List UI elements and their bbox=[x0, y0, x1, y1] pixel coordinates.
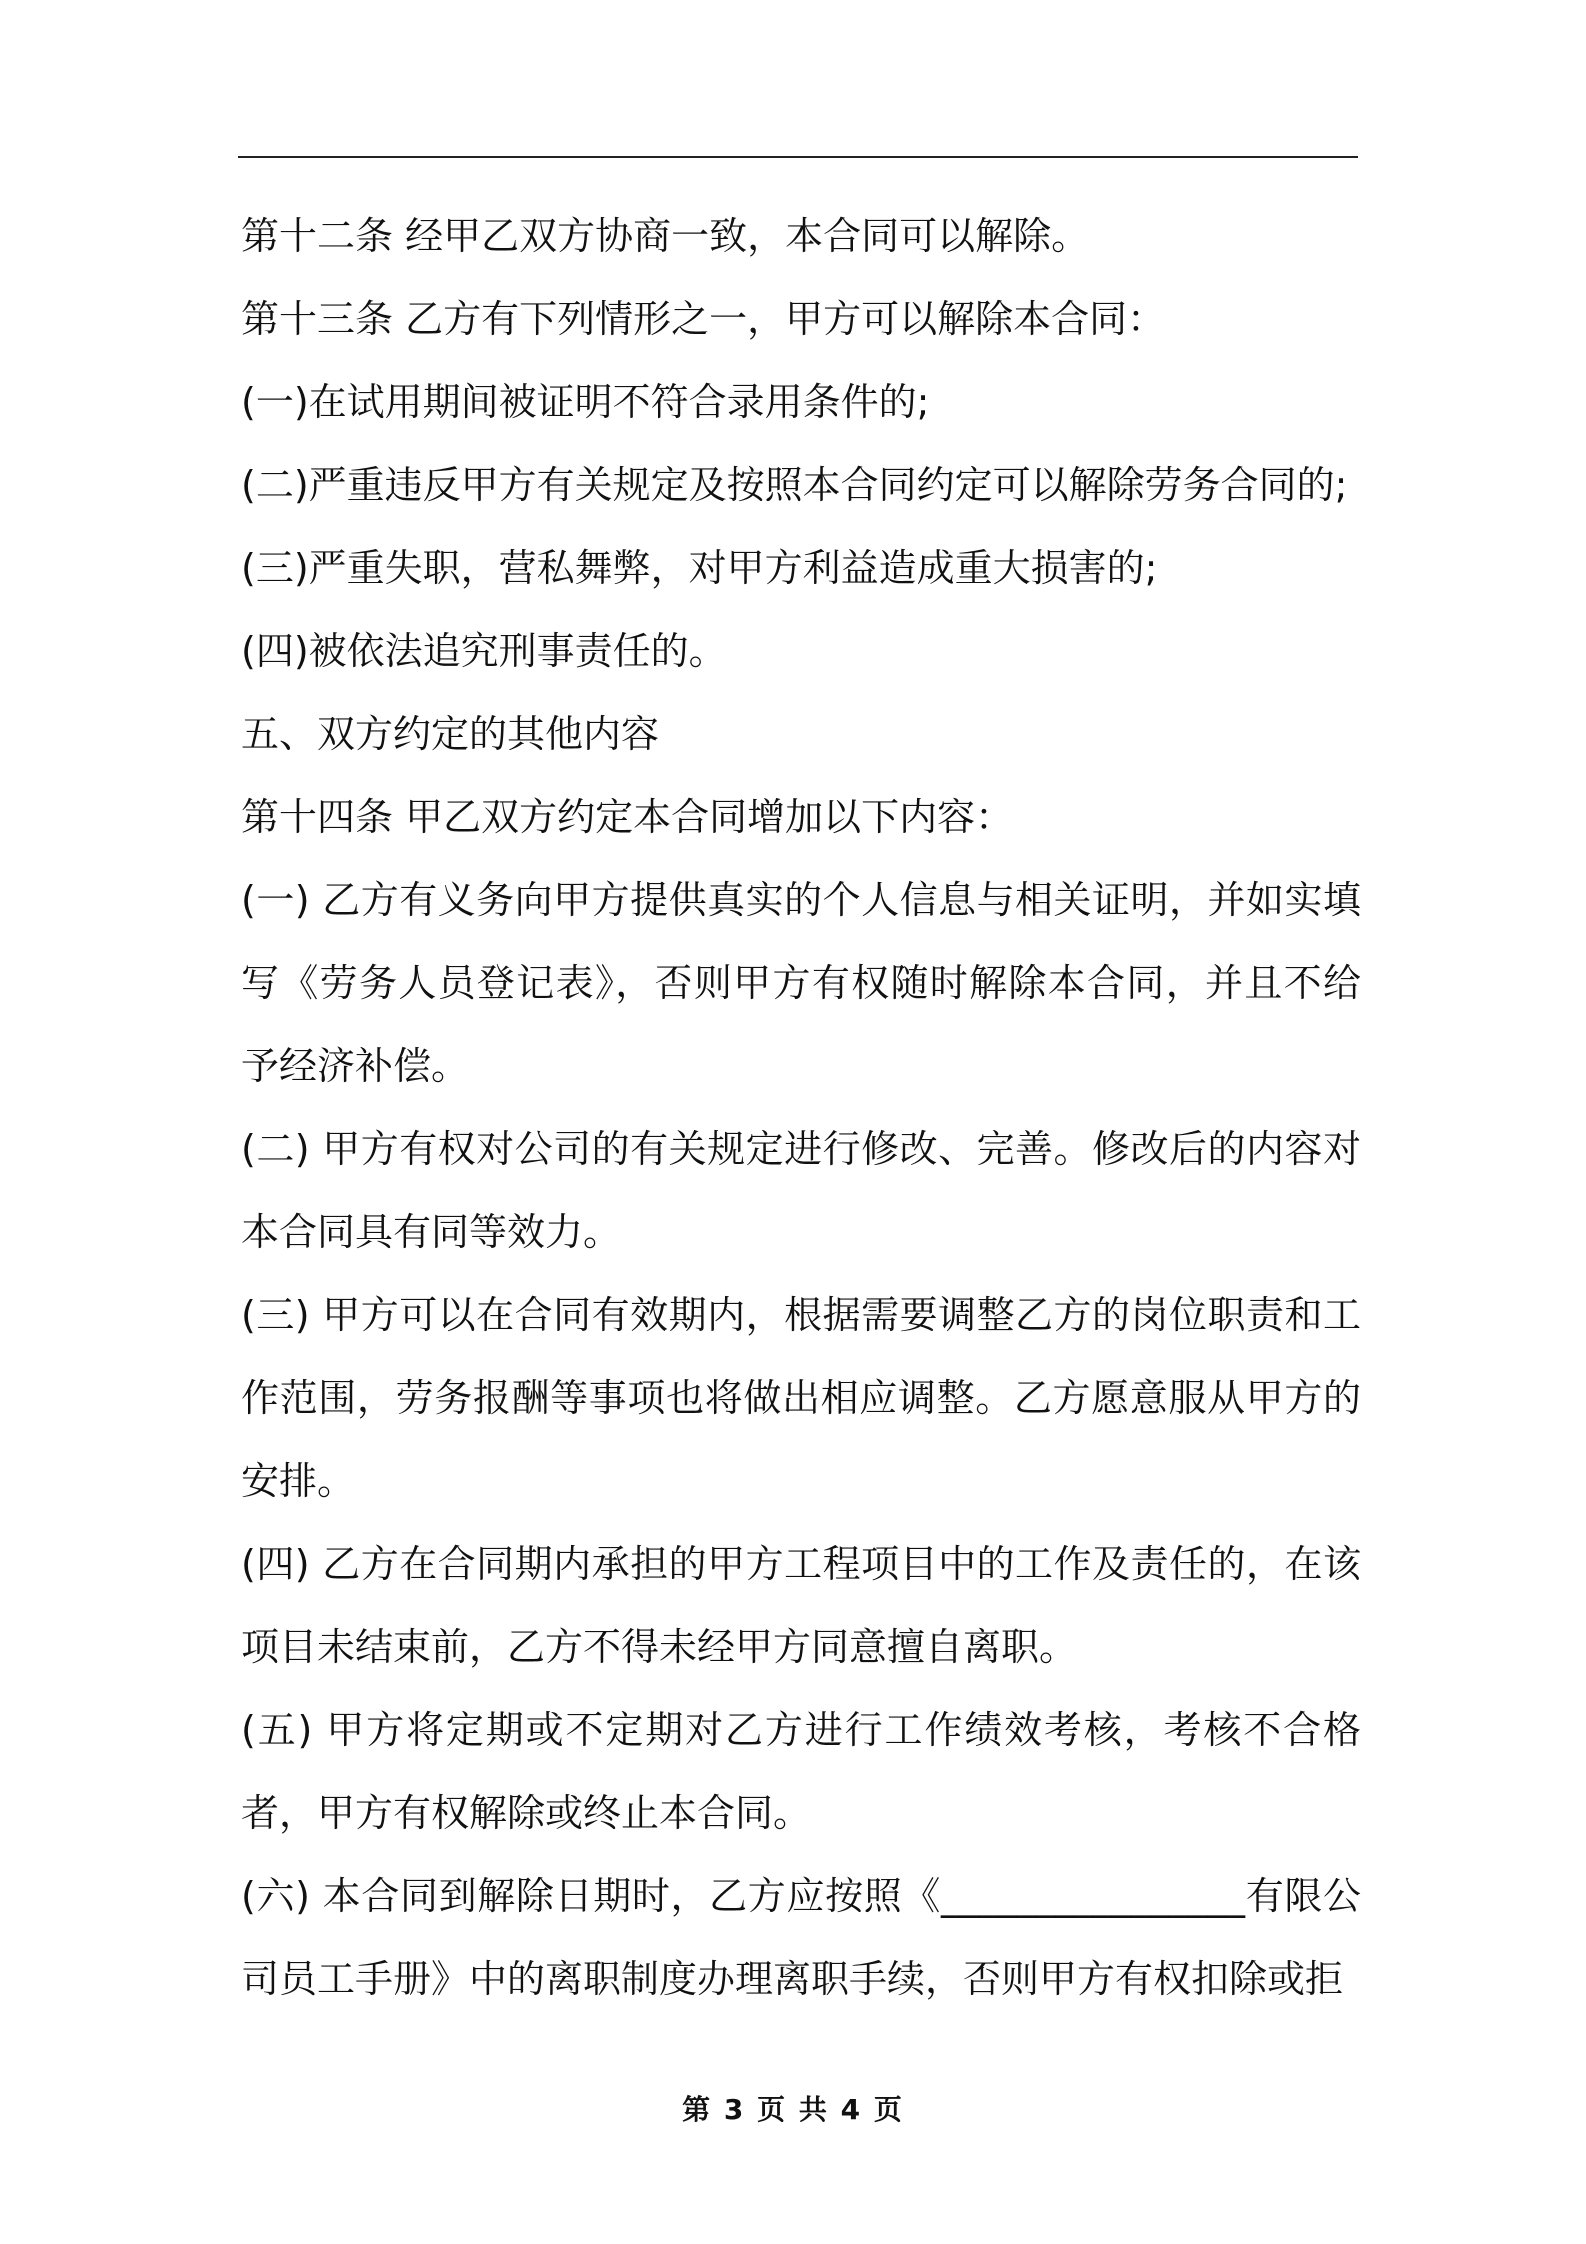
article-13-item-1: (一)在试用期间被证明不符合录用条件的; bbox=[241, 380, 930, 424]
document-body bbox=[241, 195, 1361, 2021]
article-12: 第十二条 经甲乙双方协商一致，本合同可以解除。 bbox=[241, 214, 1090, 258]
article-14-item-2: (二) 甲方有权对公司的有关规定进行修改、完善。修改后的内容对本合同具有同等效力。 bbox=[241, 1127, 1361, 1254]
article-14-item-6: (六) 本合同到解除日期时，乙方应按照《________________有限公司员工手册》中的离职制度办理离职手续，否则甲方有权扣除或拒 bbox=[241, 1874, 1361, 2001]
article-14-item-4: (四) 乙方在合同期内承担的甲方工程项目中的工作及责任的，在该项目未结束前，乙方不得未经甲方同意擅自离职。 bbox=[241, 1542, 1361, 1669]
page-number: 第 3 页 共 4 页 bbox=[682, 2093, 904, 2126]
article-13: 第十三条 乙方有下列情形之一，甲方可以解除本合同： bbox=[241, 297, 1166, 341]
article-13-item-3: (三)严重失职，营私舞弊，对甲方利益造成重大损害的; bbox=[241, 546, 1158, 590]
article-14-item-1: (一) 乙方有义务向甲方提供真实的个人信息与相关证明，并如实填写《劳务人员登记表》，否则甲方有权随时解除本合同，并且不给予经济补偿。 bbox=[241, 878, 1361, 1088]
article-13-item-4: (四)被依法追究刑事责任的。 bbox=[241, 629, 727, 673]
section-5-heading: 五、双方约定的其他内容 bbox=[241, 712, 660, 756]
article-14-item-5: (五) 甲方将定期或不定期对乙方进行工作绩效考核，考核不合格者，甲方有权解除或终止本合同。 bbox=[241, 1708, 1361, 1835]
article-14: 第十四条 甲乙双方约定本合同增加以下内容： bbox=[241, 795, 1014, 839]
header-divider bbox=[238, 156, 1358, 158]
article-14-item-3: (三) 甲方可以在合同有效期内，根据需要调整乙方的岗位职责和工作范围，劳务报酬等事项也将做出相应调整。乙方愿意服从甲方的安排。 bbox=[241, 1293, 1361, 1503]
article-13-item-2: (二)严重违反甲方有关规定及按照本合同约定可以解除劳务合同的; bbox=[241, 463, 1348, 507]
